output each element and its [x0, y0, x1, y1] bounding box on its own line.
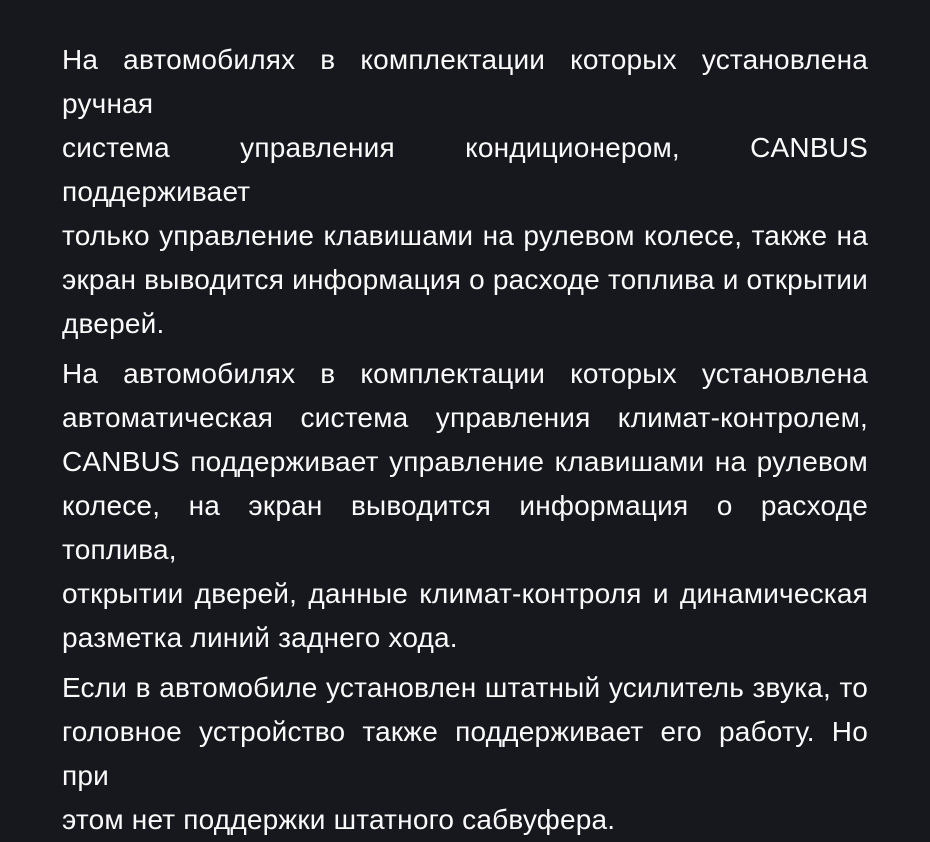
paragraph-amplifier — [62, 666, 868, 842]
text-line: колесе, на экран выводится информация о расходе топлива, — [62, 490, 868, 565]
text-line: автоматическая система управления климат-контролем, — [62, 402, 868, 433]
text-line: дверей. — [62, 308, 165, 339]
paragraph-climate-control — [62, 352, 868, 660]
paragraph-manual-ac — [62, 38, 868, 346]
text-line: разметка линий заднего хода. — [62, 622, 458, 653]
text-line: CANBUS поддерживает управление клавишами на рулевом — [62, 446, 868, 477]
text-line: открытии дверей, данные климат-контроля и динамическая — [62, 578, 868, 609]
text-line: На автомобилях в комплектации которых установлена — [62, 358, 868, 389]
text-line: система управления кондиционером, CANBUS поддерживает — [62, 132, 868, 207]
text-line: Если в автомобиле установлен штатный усилитель звука, то — [62, 672, 868, 703]
text-line: На автомобилях в комплектации которых установлена ручная — [62, 44, 868, 119]
text-line: головное устройство также поддерживает его работу. Но при — [62, 716, 868, 791]
text-line: только управление клавишами на рулевом колесе, также на — [62, 220, 868, 251]
description-text-block — [62, 38, 868, 842]
text-line: экран выводится информация о расходе топлива и открытии — [62, 264, 868, 295]
text-line: этом нет поддержки штатного сабвуфера. — [62, 804, 616, 835]
